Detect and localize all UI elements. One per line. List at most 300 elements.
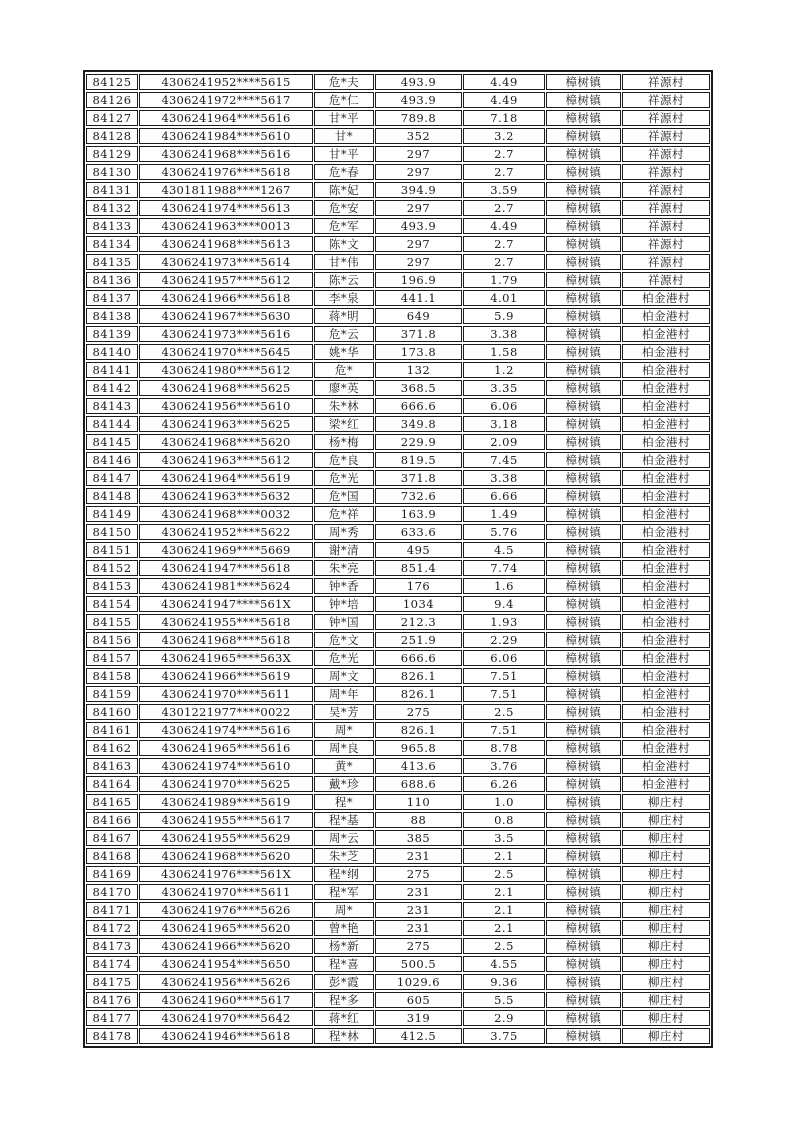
cell-town: 樟树镇 <box>546 650 621 666</box>
cell-area: 1.79 <box>463 272 545 288</box>
cell-area: 7.74 <box>463 560 545 576</box>
cell-serial-number: 84168 <box>86 848 138 864</box>
cell-masked-id: 4306241963****5612 <box>139 452 313 468</box>
cell-area: 2.1 <box>463 902 545 918</box>
cell-area: 4.49 <box>463 92 545 108</box>
cell-town: 樟树镇 <box>546 596 621 612</box>
cell-village: 祥源村 <box>622 236 710 252</box>
cell-masked-name: 钟*培 <box>314 596 374 612</box>
cell-masked-id: 4306241957****5612 <box>139 272 313 288</box>
cell-area: 7.51 <box>463 686 545 702</box>
cell-masked-name: 吴*芳 <box>314 704 374 720</box>
cell-town: 樟树镇 <box>546 938 621 954</box>
cell-amount: 493.9 <box>375 92 462 108</box>
cell-town: 樟树镇 <box>546 272 621 288</box>
cell-masked-name: 危*良 <box>314 452 374 468</box>
cell-village: 柏金港村 <box>622 614 710 630</box>
cell-amount: 275 <box>375 866 462 882</box>
cell-village: 柏金港村 <box>622 758 710 774</box>
cell-area: 5.5 <box>463 992 545 1008</box>
cell-amount: 649 <box>375 308 462 324</box>
cell-town: 樟树镇 <box>546 542 621 558</box>
cell-area: 7.51 <box>463 668 545 684</box>
table-row <box>86 344 710 360</box>
cell-village: 祥源村 <box>622 146 710 162</box>
cell-amount: 371.8 <box>375 326 462 342</box>
cell-serial-number: 84128 <box>86 128 138 144</box>
cell-area: 9.36 <box>463 974 545 990</box>
cell-serial-number: 84142 <box>86 380 138 396</box>
cell-area: 5.76 <box>463 524 545 540</box>
table-row <box>86 920 710 936</box>
cell-area: 4.49 <box>463 218 545 234</box>
cell-serial-number: 84170 <box>86 884 138 900</box>
cell-village: 柳庄村 <box>622 1010 710 1026</box>
cell-masked-name: 梁*红 <box>314 416 374 432</box>
cell-masked-name: 程*纲 <box>314 866 374 882</box>
cell-town: 樟树镇 <box>546 722 621 738</box>
table-row <box>86 992 710 1008</box>
table-row <box>86 848 710 864</box>
cell-village: 柳庄村 <box>622 830 710 846</box>
cell-masked-id: 4306241965****563X <box>139 650 313 666</box>
cell-village: 祥源村 <box>622 200 710 216</box>
cell-serial-number: 84156 <box>86 632 138 648</box>
cell-serial-number: 84177 <box>86 1010 138 1026</box>
cell-amount: 371.8 <box>375 470 462 486</box>
cell-area: 2.7 <box>463 236 545 252</box>
cell-masked-id: 4306241970****5611 <box>139 686 313 702</box>
cell-village: 柏金港村 <box>622 380 710 396</box>
cell-serial-number: 84152 <box>86 560 138 576</box>
cell-masked-id: 4306241954****5650 <box>139 956 313 972</box>
cell-village: 柏金港村 <box>622 326 710 342</box>
cell-amount: 132 <box>375 362 462 378</box>
cell-serial-number: 84148 <box>86 488 138 504</box>
cell-area: 3.38 <box>463 470 545 486</box>
cell-village: 柏金港村 <box>622 434 710 450</box>
cell-town: 樟树镇 <box>546 92 621 108</box>
table-row <box>86 1028 710 1044</box>
cell-serial-number: 84130 <box>86 164 138 180</box>
cell-masked-id: 4306241968****5618 <box>139 632 313 648</box>
cell-area: 3.5 <box>463 830 545 846</box>
cell-town: 樟树镇 <box>546 164 621 180</box>
cell-masked-name: 周* <box>314 902 374 918</box>
cell-masked-id: 4306241968****5620 <box>139 434 313 450</box>
table-row <box>86 326 710 342</box>
cell-amount: 231 <box>375 902 462 918</box>
cell-serial-number: 84173 <box>86 938 138 954</box>
cell-masked-id: 4306241956****5626 <box>139 974 313 990</box>
table-row <box>86 398 710 414</box>
cell-masked-name: 周*秀 <box>314 524 374 540</box>
cell-masked-name: 周*文 <box>314 668 374 684</box>
cell-masked-name: 程*喜 <box>314 956 374 972</box>
cell-village: 柏金港村 <box>622 596 710 612</box>
cell-town: 樟树镇 <box>546 326 621 342</box>
cell-area: 6.66 <box>463 488 545 504</box>
cell-village: 柏金港村 <box>622 722 710 738</box>
cell-serial-number: 84144 <box>86 416 138 432</box>
cell-village: 柏金港村 <box>622 686 710 702</box>
cell-village: 柏金港村 <box>622 740 710 756</box>
cell-village: 柏金港村 <box>622 470 710 486</box>
cell-area: 1.6 <box>463 578 545 594</box>
table-row <box>86 416 710 432</box>
cell-serial-number: 84125 <box>86 74 138 90</box>
cell-village: 柏金港村 <box>622 704 710 720</box>
cell-village: 柳庄村 <box>622 902 710 918</box>
cell-masked-name: 甘*伟 <box>314 254 374 270</box>
cell-area: 6.06 <box>463 398 545 414</box>
cell-masked-name: 危*军 <box>314 218 374 234</box>
cell-area: 2.7 <box>463 146 545 162</box>
cell-serial-number: 84154 <box>86 596 138 612</box>
cell-masked-id: 4306241976****5626 <box>139 902 313 918</box>
cell-amount: 349.8 <box>375 416 462 432</box>
cell-masked-name: 危*仁 <box>314 92 374 108</box>
cell-village: 柳庄村 <box>622 956 710 972</box>
cell-serial-number: 84129 <box>86 146 138 162</box>
cell-masked-name: 陈*云 <box>314 272 374 288</box>
cell-serial-number: 84132 <box>86 200 138 216</box>
cell-area: 7.45 <box>463 452 545 468</box>
cell-town: 樟树镇 <box>546 560 621 576</box>
cell-masked-name: 危*安 <box>314 200 374 216</box>
cell-town: 樟树镇 <box>546 506 621 522</box>
cell-masked-id: 4306241963****0013 <box>139 218 313 234</box>
cell-amount: 688.6 <box>375 776 462 792</box>
cell-amount: 826.1 <box>375 722 462 738</box>
table-row <box>86 524 710 540</box>
cell-area: 1.0 <box>463 794 545 810</box>
cell-area: 2.5 <box>463 938 545 954</box>
cell-masked-id: 4306241964****5616 <box>139 110 313 126</box>
cell-masked-name: 程*林 <box>314 1028 374 1044</box>
cell-area: 3.35 <box>463 380 545 396</box>
cell-town: 樟树镇 <box>546 290 621 306</box>
cell-masked-name: 蒋*明 <box>314 308 374 324</box>
cell-area: 4.55 <box>463 956 545 972</box>
cell-serial-number: 84127 <box>86 110 138 126</box>
cell-masked-id: 4306241956****5610 <box>139 398 313 414</box>
cell-amount: 297 <box>375 236 462 252</box>
cell-village: 祥源村 <box>622 272 710 288</box>
cell-amount: 666.6 <box>375 398 462 414</box>
cell-masked-name: 谢*清 <box>314 542 374 558</box>
cell-masked-name: 程*军 <box>314 884 374 900</box>
cell-amount: 368.5 <box>375 380 462 396</box>
cell-serial-number: 84134 <box>86 236 138 252</box>
cell-serial-number: 84171 <box>86 902 138 918</box>
table-row <box>86 488 710 504</box>
cell-village: 祥源村 <box>622 128 710 144</box>
cell-masked-name: 钟*国 <box>314 614 374 630</box>
cell-masked-name: 程*多 <box>314 992 374 1008</box>
cell-amount: 851.4 <box>375 560 462 576</box>
cell-area: 2.29 <box>463 632 545 648</box>
cell-masked-name: 危*夫 <box>314 74 374 90</box>
cell-serial-number: 84136 <box>86 272 138 288</box>
cell-amount: 196.9 <box>375 272 462 288</box>
table-row <box>86 146 710 162</box>
cell-serial-number: 84151 <box>86 542 138 558</box>
cell-area: 1.58 <box>463 344 545 360</box>
cell-masked-id: 4306241984****5610 <box>139 128 313 144</box>
cell-masked-name: 杨*梅 <box>314 434 374 450</box>
cell-masked-id: 4306241970****5642 <box>139 1010 313 1026</box>
table-row <box>86 776 710 792</box>
cell-area: 3.76 <box>463 758 545 774</box>
cell-amount: 441.1 <box>375 290 462 306</box>
cell-serial-number: 84155 <box>86 614 138 630</box>
cell-town: 樟树镇 <box>546 524 621 540</box>
cell-town: 樟树镇 <box>546 308 621 324</box>
cell-town: 樟树镇 <box>546 974 621 990</box>
table-row <box>86 290 710 306</box>
cell-masked-name: 陈*文 <box>314 236 374 252</box>
cell-town: 樟树镇 <box>546 668 621 684</box>
cell-village: 柳庄村 <box>622 938 710 954</box>
cell-town: 樟树镇 <box>546 884 621 900</box>
cell-amount: 385 <box>375 830 462 846</box>
cell-amount: 732.6 <box>375 488 462 504</box>
cell-area: 2.7 <box>463 254 545 270</box>
cell-amount: 297 <box>375 254 462 270</box>
cell-town: 樟树镇 <box>546 416 621 432</box>
cell-serial-number: 84147 <box>86 470 138 486</box>
cell-amount: 1029.6 <box>375 974 462 990</box>
cell-town: 樟树镇 <box>546 146 621 162</box>
cell-village: 祥源村 <box>622 164 710 180</box>
cell-masked-id: 4306241963****5625 <box>139 416 313 432</box>
cell-masked-id: 4306241976****561X <box>139 866 313 882</box>
cell-masked-name: 陈*妃 <box>314 182 374 198</box>
table-row <box>86 506 710 522</box>
cell-town: 樟树镇 <box>546 398 621 414</box>
cell-masked-name: 危*文 <box>314 632 374 648</box>
cell-masked-name: 彭*霞 <box>314 974 374 990</box>
cell-masked-id: 4306241976****5618 <box>139 164 313 180</box>
cell-masked-id: 4306241968****5613 <box>139 236 313 252</box>
cell-village: 祥源村 <box>622 92 710 108</box>
cell-masked-id: 4306241966****5620 <box>139 938 313 954</box>
cell-town: 樟树镇 <box>546 200 621 216</box>
cell-masked-id: 4306241968****5616 <box>139 146 313 162</box>
cell-serial-number: 84158 <box>86 668 138 684</box>
cell-amount: 88 <box>375 812 462 828</box>
table-row <box>86 686 710 702</box>
cell-masked-id: 4306241947****561X <box>139 596 313 612</box>
cell-amount: 789.8 <box>375 110 462 126</box>
cell-masked-id: 4301811988****1267 <box>139 182 313 198</box>
cell-serial-number: 84139 <box>86 326 138 342</box>
cell-serial-number: 84159 <box>86 686 138 702</box>
cell-masked-id: 4306241952****5615 <box>139 74 313 90</box>
table-row <box>86 668 710 684</box>
cell-area: 1.49 <box>463 506 545 522</box>
cell-masked-name: 危*春 <box>314 164 374 180</box>
cell-amount: 231 <box>375 920 462 936</box>
cell-village: 柏金港村 <box>622 416 710 432</box>
cell-amount: 826.1 <box>375 686 462 702</box>
cell-masked-id: 4306241970****5625 <box>139 776 313 792</box>
cell-amount: 251.9 <box>375 632 462 648</box>
cell-amount: 493.9 <box>375 74 462 90</box>
cell-masked-id: 4306241965****5620 <box>139 920 313 936</box>
cell-serial-number: 84153 <box>86 578 138 594</box>
table-row <box>86 884 710 900</box>
cell-town: 樟树镇 <box>546 452 621 468</box>
cell-village: 柳庄村 <box>622 812 710 828</box>
cell-village: 柳庄村 <box>622 848 710 864</box>
cell-village: 柏金港村 <box>622 632 710 648</box>
table-row <box>86 758 710 774</box>
cell-town: 樟树镇 <box>546 488 621 504</box>
cell-masked-name: 甘*平 <box>314 146 374 162</box>
cell-town: 樟树镇 <box>546 848 621 864</box>
cell-masked-id: 4306241964****5619 <box>139 470 313 486</box>
cell-serial-number: 84149 <box>86 506 138 522</box>
table-row <box>86 956 710 972</box>
cell-town: 樟树镇 <box>546 830 621 846</box>
cell-masked-name: 姚*华 <box>314 344 374 360</box>
table-row <box>86 434 710 450</box>
table-row <box>86 470 710 486</box>
cell-serial-number: 84169 <box>86 866 138 882</box>
table-row <box>86 452 710 468</box>
cell-area: 4.01 <box>463 290 545 306</box>
table-row <box>86 578 710 594</box>
cell-serial-number: 84163 <box>86 758 138 774</box>
cell-serial-number: 84160 <box>86 704 138 720</box>
cell-village: 柏金港村 <box>622 290 710 306</box>
cell-serial-number: 84165 <box>86 794 138 810</box>
table-body <box>86 74 710 1044</box>
cell-area: 2.1 <box>463 848 545 864</box>
table-row <box>86 650 710 666</box>
cell-masked-id: 4306241955****5618 <box>139 614 313 630</box>
cell-town: 樟树镇 <box>546 956 621 972</box>
cell-serial-number: 84133 <box>86 218 138 234</box>
table-row <box>86 236 710 252</box>
cell-town: 樟树镇 <box>546 740 621 756</box>
cell-town: 樟树镇 <box>546 434 621 450</box>
table-row <box>86 272 710 288</box>
cell-amount: 493.9 <box>375 218 462 234</box>
cell-town: 樟树镇 <box>546 344 621 360</box>
cell-masked-name: 曾*艳 <box>314 920 374 936</box>
cell-masked-id: 4306241952****5622 <box>139 524 313 540</box>
cell-masked-id: 4306241989****5619 <box>139 794 313 810</box>
cell-village: 柏金港村 <box>622 308 710 324</box>
cell-amount: 413.6 <box>375 758 462 774</box>
cell-village: 柏金港村 <box>622 362 710 378</box>
cell-amount: 275 <box>375 704 462 720</box>
cell-town: 樟树镇 <box>546 920 621 936</box>
cell-masked-id: 4306241967****5630 <box>139 308 313 324</box>
cell-area: 2.1 <box>463 884 545 900</box>
table-row <box>86 182 710 198</box>
cell-masked-id: 4306241947****5618 <box>139 560 313 576</box>
cell-area: 8.78 <box>463 740 545 756</box>
cell-masked-name: 周*年 <box>314 686 374 702</box>
cell-amount: 826.1 <box>375 668 462 684</box>
cell-masked-name: 戴*珍 <box>314 776 374 792</box>
table-row <box>86 218 710 234</box>
cell-area: 2.1 <box>463 920 545 936</box>
cell-masked-name: 周* <box>314 722 374 738</box>
cell-masked-name: 甘*平 <box>314 110 374 126</box>
cell-serial-number: 84141 <box>86 362 138 378</box>
cell-serial-number: 84131 <box>86 182 138 198</box>
cell-town: 樟树镇 <box>546 380 621 396</box>
cell-amount: 965.8 <box>375 740 462 756</box>
cell-town: 樟树镇 <box>546 1028 621 1044</box>
cell-area: 1.93 <box>463 614 545 630</box>
cell-masked-name: 甘* <box>314 128 374 144</box>
cell-masked-name: 危*国 <box>314 488 374 504</box>
cell-serial-number: 84161 <box>86 722 138 738</box>
cell-masked-id: 4301221977****0022 <box>139 704 313 720</box>
cell-village: 柏金港村 <box>622 506 710 522</box>
cell-masked-id: 4306241966****5618 <box>139 290 313 306</box>
cell-area: 2.5 <box>463 704 545 720</box>
cell-village: 柏金港村 <box>622 668 710 684</box>
cell-area: 2.09 <box>463 434 545 450</box>
cell-amount: 394.9 <box>375 182 462 198</box>
table-row <box>86 614 710 630</box>
cell-amount: 412.5 <box>375 1028 462 1044</box>
cell-amount: 229.9 <box>375 434 462 450</box>
cell-masked-id: 4306241955****5617 <box>139 812 313 828</box>
cell-area: 3.18 <box>463 416 545 432</box>
cell-masked-id: 4306241980****5612 <box>139 362 313 378</box>
cell-area: 6.26 <box>463 776 545 792</box>
cell-masked-name: 朱*芝 <box>314 848 374 864</box>
cell-amount: 212.3 <box>375 614 462 630</box>
table-row <box>86 74 710 90</box>
cell-village: 祥源村 <box>622 218 710 234</box>
cell-serial-number: 84138 <box>86 308 138 324</box>
cell-serial-number: 84140 <box>86 344 138 360</box>
cell-serial-number: 84166 <box>86 812 138 828</box>
cell-village: 柳庄村 <box>622 794 710 810</box>
cell-masked-name: 李*泉 <box>314 290 374 306</box>
cell-masked-name: 廖*英 <box>314 380 374 396</box>
cell-town: 樟树镇 <box>546 902 621 918</box>
cell-village: 柳庄村 <box>622 992 710 1008</box>
cell-serial-number: 84172 <box>86 920 138 936</box>
table-row <box>86 866 710 882</box>
cell-area: 3.38 <box>463 326 545 342</box>
cell-amount: 605 <box>375 992 462 1008</box>
cell-serial-number: 84126 <box>86 92 138 108</box>
cell-serial-number: 84162 <box>86 740 138 756</box>
table-row <box>86 740 710 756</box>
cell-village: 柳庄村 <box>622 884 710 900</box>
cell-amount: 819.5 <box>375 452 462 468</box>
cell-serial-number: 84174 <box>86 956 138 972</box>
cell-town: 樟树镇 <box>546 110 621 126</box>
table-row <box>86 200 710 216</box>
cell-village: 柳庄村 <box>622 920 710 936</box>
cell-masked-id: 4306241972****5617 <box>139 92 313 108</box>
cell-masked-name: 危* <box>314 362 374 378</box>
cell-area: 2.7 <box>463 200 545 216</box>
cell-village: 祥源村 <box>622 254 710 270</box>
